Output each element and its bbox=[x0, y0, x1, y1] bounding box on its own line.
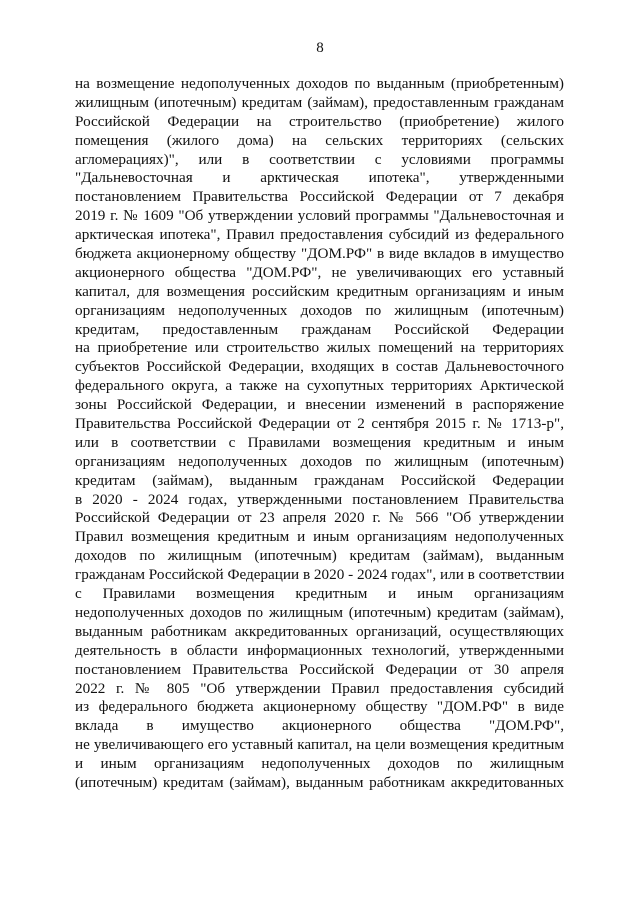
text-line: доходов по жилищным (ипотечным) кредитам (займам), выданным bbox=[75, 547, 564, 565]
text-line: помещения (жилого дома) на сельских территориях (сельских bbox=[75, 131, 564, 149]
text-line: не увеличивающего его уставный капитал, на цели возмещения кредитным bbox=[75, 736, 564, 754]
text-line: кредитам, предоставленным гражданам Российской Федерации bbox=[75, 320, 564, 338]
text-line: капитал, для возмещения российским кредитным организациям и иным bbox=[75, 282, 564, 300]
text-line: агломерациях)", или в соответствии с условиями программы bbox=[75, 150, 564, 168]
text-line: или в соответствии с Правилами возмещения кредитным и иным bbox=[75, 433, 564, 451]
text-line: "Дальневосточная и арктическая ипотека", утвержденными bbox=[75, 169, 564, 187]
text-line: в 2020 - 2024 годах, утвержденными постановлением Правительства bbox=[75, 490, 564, 508]
text-line: (ипотечным) кредитам (займам), выданным работникам аккредитованных bbox=[75, 773, 564, 791]
text-line: на приобретение или строительство жилых помещений на территориях bbox=[75, 339, 564, 357]
text-line: постановлением Правительства Российской Федерации от 30 апреля bbox=[75, 660, 564, 678]
text-line: Правил возмещения кредитным и иным организациям недополученных bbox=[75, 528, 564, 546]
text-line: выданным работникам аккредитованных организаций, осуществляющих bbox=[75, 622, 564, 640]
text-line: кредитам (займам), выданным гражданам Российской Федерации bbox=[75, 471, 564, 489]
text-line: на возмещение недополученных доходов по выданным (приобретенным) bbox=[75, 75, 564, 92]
text-line: зоны Российской Федерации, и внесении изменений в распоряжение bbox=[75, 396, 564, 414]
text-line: Правительства Российской Федерации от 2 сентября 2015 г. № 1713-р", bbox=[75, 415, 564, 433]
text-line: постановлением Правительства Российской Федерации от 7 декабря bbox=[75, 188, 564, 206]
text-line: недополученных доходов по жилищным (ипотечным) кредитам (займам), bbox=[75, 603, 564, 621]
text-line: акционерного общества "ДОМ.РФ", не увеличивающих его уставный bbox=[75, 263, 564, 281]
text-line: арктическая ипотека", Правил предоставления субсидий из федерального bbox=[75, 226, 564, 244]
text-line: из федерального бюджета акционерному обществу "ДОМ.РФ" в виде bbox=[75, 698, 564, 716]
text-line: федерального округа, а также на сухопутных территориях Арктической bbox=[75, 377, 564, 395]
text-line: Российской Федерации на строительство (приобретение) жилого bbox=[75, 112, 564, 130]
text-line: субъектов Российской Федерации, входящих в состав Дальневосточного bbox=[75, 358, 564, 376]
text-line: бюджета акционерному обществу "ДОМ.РФ" в виде вкладов в имущество bbox=[75, 245, 564, 263]
text-line: деятельность в области информационных технологий, утвержденными bbox=[75, 641, 564, 659]
text-line: вклада в имущество акционерного общества "ДОМ.РФ", bbox=[75, 717, 564, 735]
text-line: и иным организациям недополученных доходов по жилищным bbox=[75, 755, 564, 773]
text-line: 2022 г. № 805 "Об утверждении Правил предоставления субсидий bbox=[75, 679, 564, 697]
text-line: организациям недополученных доходов по жилищным (ипотечным) bbox=[75, 452, 564, 470]
text-line: организациям недополученных доходов по жилищным (ипотечным) bbox=[75, 301, 564, 319]
text-line: гражданам Российской Федерации в 2020 - 2024 годах", или в соответствии bbox=[75, 566, 564, 584]
text-line: Российской Федерации от 23 апреля 2020 г. № 566 "Об утверждении bbox=[75, 509, 564, 527]
body-text bbox=[75, 75, 564, 793]
page-number: 8 bbox=[316, 40, 324, 56]
text-line: 2019 г. № 1609 "Об утверждении условий программы "Дальневосточная и bbox=[75, 207, 564, 225]
text-line: жилищным (ипотечным) кредитам (займам), предоставленным гражданам bbox=[75, 93, 564, 111]
text-line: с Правилами возмещения кредитным и иным организациям bbox=[75, 585, 564, 603]
